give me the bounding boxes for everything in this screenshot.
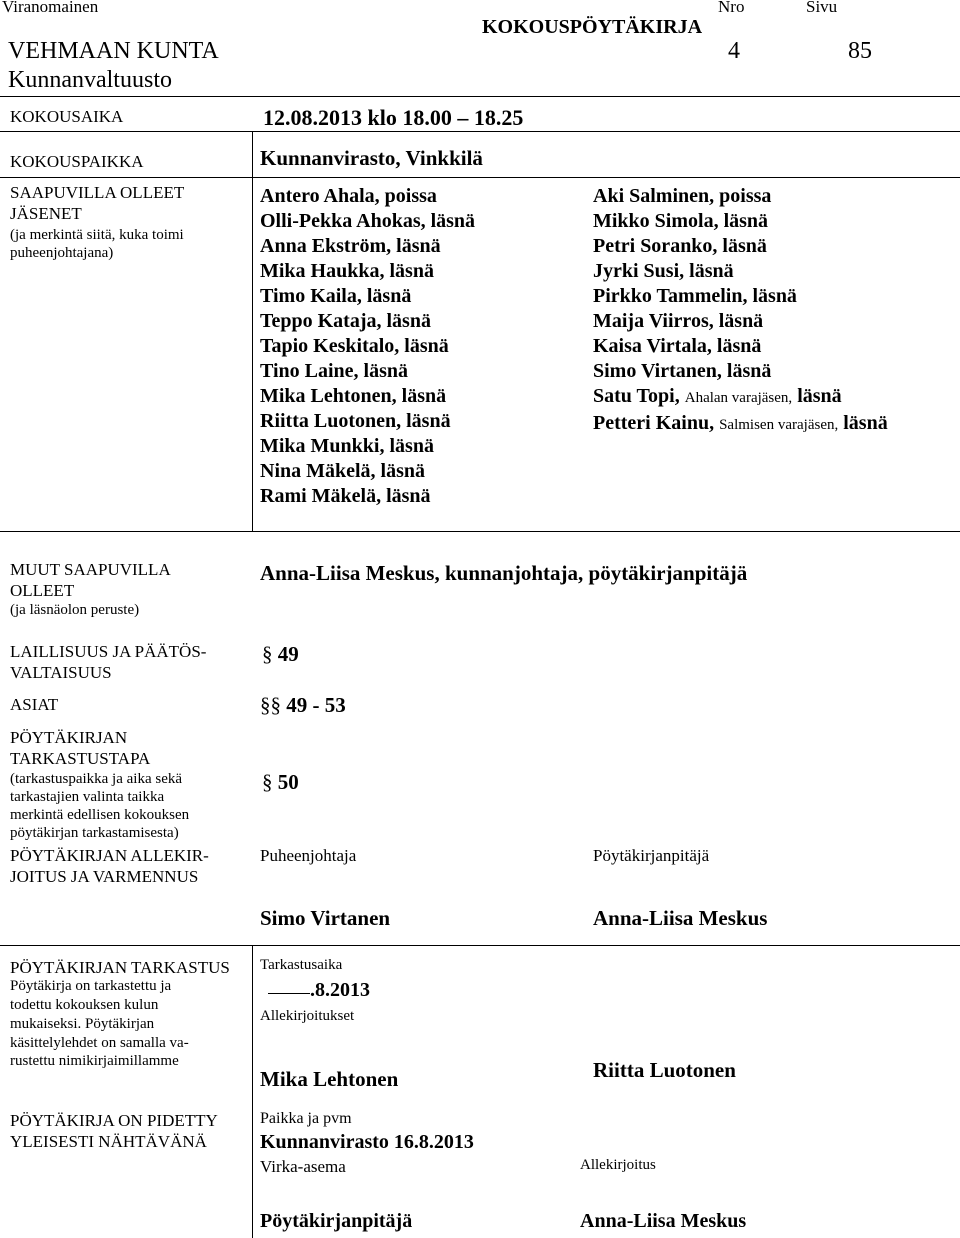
member-entry: Maija Viirros, läsnä [593, 310, 764, 332]
meeting-time-value: 12.08.2013 klo 18.00 – 18.25 [263, 105, 524, 130]
member-entry: Mika Haukka, läsnä [260, 260, 434, 282]
member-entry: Simo Virtanen, läsnä [593, 360, 772, 382]
row-divider [0, 945, 960, 946]
matters-label: ASIAT [10, 695, 59, 714]
inspector-1-name: Mika Lehtonen [260, 1067, 399, 1091]
member-entry: Nina Mäkelä, läsnä [260, 460, 426, 482]
member-entry: Mika Munkki, läsnä [260, 435, 434, 457]
members-label-note1: (ja merkintä siitä, kuka toimi [10, 227, 184, 243]
document-type: KOKOUSPÖYTÄKIRJA [482, 16, 703, 38]
member-entry: Mikko Simola, läsnä [593, 210, 769, 232]
review-label-line1: PÖYTÄKIRJAN [10, 728, 128, 747]
meeting-number: 4 [728, 38, 740, 64]
column-divider [252, 131, 253, 531]
inspection-note-line: mukaiseksi. Pöytäkirjan [10, 1016, 155, 1032]
members-label-line1: SAAPUVILLA OLLEET [10, 183, 185, 202]
substitute-entry [593, 384, 888, 411]
matters-value: 49 - 53 [286, 693, 346, 717]
members-label-note2: puheenjohtajana) [10, 245, 114, 261]
others-label-line1: MUUT SAAPUVILLA [10, 560, 171, 579]
place-date-label: Paikka ja pvm [260, 1110, 352, 1127]
inspection-note-line: rustettu nimikirjaimillamme [10, 1053, 179, 1069]
signature-name: Anna-Liisa Meskus [580, 1210, 747, 1232]
member-entry: Petri Soranko, läsnä [593, 235, 767, 257]
member-entry: Aki Salminen, poissa [593, 185, 772, 207]
inspection-note-line: todettu kokouksen kulun [10, 997, 159, 1013]
position-value: Pöytäkirjanpitäjä [260, 1210, 413, 1232]
member-entry: Olli-Pekka Ahokas, läsnä [260, 210, 476, 232]
others-label-note: (ja läsnäolon peruste) [10, 602, 140, 618]
member-entry: Riitta Luotonen, läsnä [260, 410, 451, 432]
column-divider [252, 945, 253, 1238]
review-value: 50 [277, 770, 299, 794]
header-nro-label: Nro [718, 0, 745, 16]
substitute-status: läsnä [843, 412, 888, 434]
signature-label: Allekirjoitus [580, 1157, 656, 1173]
review-note-line: (tarkastuspaikka ja aika sekä [10, 771, 183, 787]
substitute-name: Petteri Kainu, [593, 412, 715, 434]
secretary-title: Pöytäkirjanpitäjä [593, 846, 710, 865]
header-authority-label: Viranomainen [2, 0, 99, 16]
member-entry: Teppo Kataja, läsnä [260, 310, 431, 332]
substitute-note: Salmisen varajäsen, [719, 417, 839, 433]
review-note-line: tarkastajien valinta taikka [10, 789, 165, 805]
public-display-label-line1: PÖYTÄKIRJA ON PIDETTY [10, 1111, 218, 1130]
legality-label-line2: VALTAISUUS [10, 663, 112, 682]
inspection-time-label: Tarkastusaika [260, 957, 343, 973]
member-entry: Jyrki Susi, läsnä [593, 260, 734, 282]
date-blank-line [268, 993, 310, 994]
meeting-place-label: KOKOUSPAIKKA [10, 152, 144, 171]
place-date-value: Kunnanvirasto 16.8.2013 [260, 1131, 474, 1153]
paragraph-icon: § [262, 770, 273, 794]
signatures-label-line2: JOITUS JA VARMENNUS [10, 867, 199, 886]
member-entry: Rami Mäkelä, läsnä [260, 485, 431, 507]
chair-title: Puheenjohtaja [260, 846, 357, 865]
member-entry: Antero Ahala, poissa [260, 185, 437, 207]
row-divider [252, 131, 960, 132]
legality-value: 49 [277, 642, 299, 666]
substitute-status: läsnä [797, 385, 842, 407]
page-number: 85 [848, 38, 872, 64]
paragraphs-icon: §§ [260, 693, 281, 717]
organization-name: VEHMAAN KUNTA [8, 38, 219, 64]
member-entry: Tino Laine, läsnä [260, 360, 409, 382]
substitute-note: Ahalan varajäsen, [684, 390, 793, 406]
review-section [262, 770, 299, 795]
member-entry: Tapio Keskitalo, läsnä [260, 335, 449, 357]
members-left-list [260, 184, 475, 509]
paragraph-icon: § [262, 642, 273, 666]
others-label-line2: OLLEET [10, 581, 75, 600]
inspection-label: PÖYTÄKIRJAN TARKASTUS [10, 958, 230, 977]
header-divider [0, 96, 960, 97]
member-entry: Pirkko Tammelin, läsnä [593, 285, 797, 307]
inspection-date: .8.2013 [310, 979, 370, 1001]
review-note-line: merkintä edellisen kokouksen [10, 807, 190, 823]
chair-name: Simo Virtanen [260, 906, 391, 930]
meeting-place-value: Kunnanvirasto, Vinkkilä [260, 146, 483, 170]
substitute-name: Satu Topi, [593, 385, 680, 407]
members-label-line2: JÄSENET [10, 204, 82, 223]
header-page-label: Sivu [806, 0, 838, 16]
council-name: Kunnanvaltuusto [8, 67, 172, 93]
review-label-line2: TARKASTUSTAPA [10, 749, 151, 768]
member-entry: Kaisa Virtala, läsnä [593, 335, 762, 357]
others-value: Anna-Liisa Meskus, kunnanjohtaja, pöytäkirjanpitäjä [260, 561, 748, 585]
secretary-name: Anna-Liisa Meskus [593, 906, 768, 930]
meeting-time-label: KOKOUSAIKA [10, 107, 124, 126]
matters-section [260, 693, 346, 718]
inspection-signatures-label: Allekirjoitukset [260, 1008, 355, 1024]
inspection-note-line: käsittelylehdet on samalla va- [10, 1035, 189, 1051]
member-entry: Timo Kaila, läsnä [260, 285, 412, 307]
position-label: Virka-asema [260, 1157, 346, 1176]
signatures-label-line1: PÖYTÄKIRJAN ALLEKIR- [10, 846, 209, 865]
row-divider [0, 131, 252, 132]
legality-section [262, 642, 299, 667]
members-right-list [593, 184, 888, 438]
row-divider [0, 531, 960, 532]
substitute-entry [593, 411, 888, 438]
member-entry: Anna Ekström, läsnä [260, 235, 441, 257]
member-entry: Mika Lehtonen, läsnä [260, 385, 447, 407]
legality-label-line1: LAILLISUUS JA PÄÄTÖS- [10, 642, 207, 661]
row-divider [0, 177, 960, 178]
inspector-2-name: Riitta Luotonen [593, 1058, 736, 1082]
inspection-note-line: Pöytäkirja on tarkastettu ja [10, 978, 172, 994]
review-note-line: pöytäkirjan tarkastamisesta) [10, 825, 179, 841]
public-display-label-line2: YLEISESTI NÄHTÄVÄNÄ [10, 1132, 207, 1151]
